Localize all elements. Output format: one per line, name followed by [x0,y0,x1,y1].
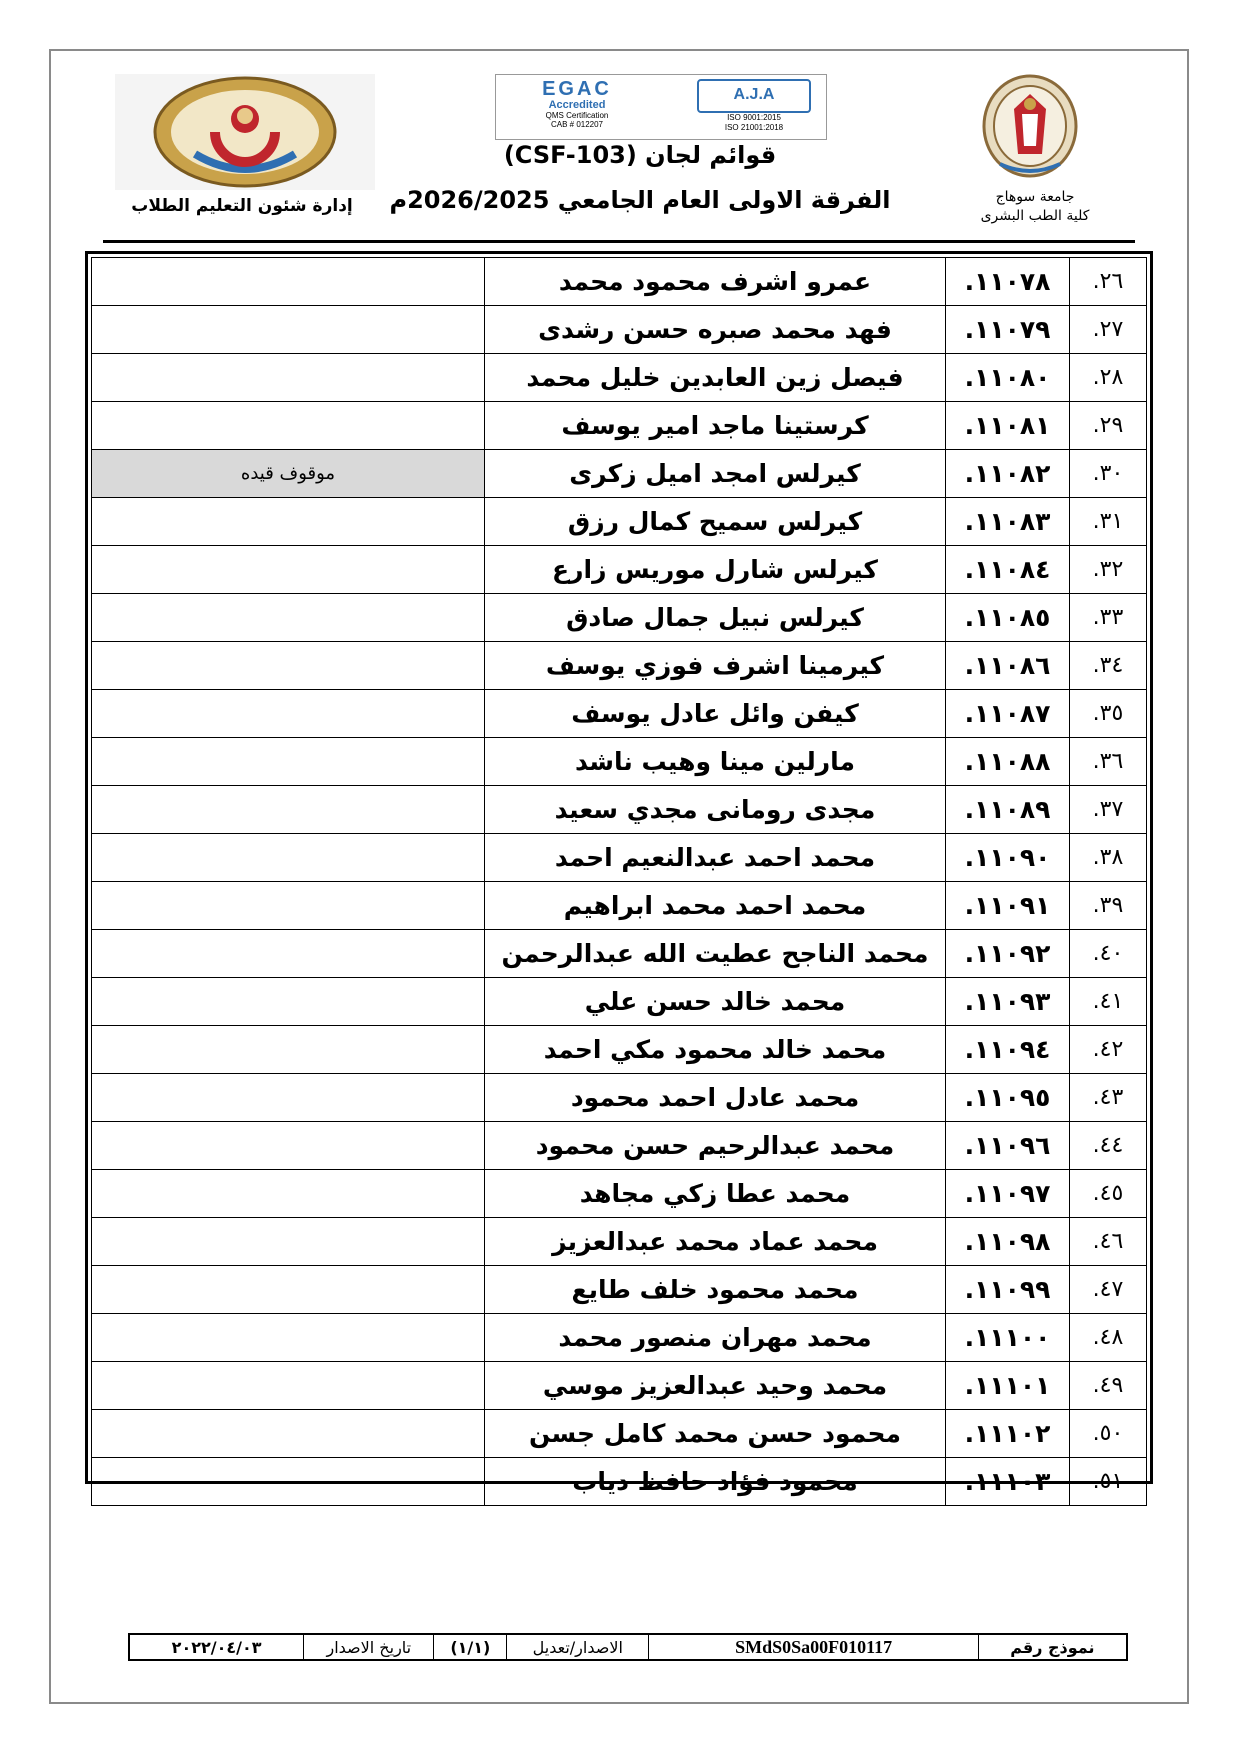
table-row [92,306,1147,354]
row-note [92,1122,485,1170]
table-row [92,1314,1147,1362]
row-index: ٥٠. [1070,1410,1147,1458]
student-name: محمد خالد حسن علي [485,978,946,1026]
student-name: محمد الناجح عطيت الله عبدالرحمن [485,930,946,978]
university-name: جامعة سوهاج [995,189,1075,205]
table-row [92,1266,1147,1314]
table-row [92,930,1147,978]
student-name: كيرلس نبيل جمال صادق [485,594,946,642]
row-note [92,786,485,834]
row-note [92,738,485,786]
student-name: كيرمينا اشرف فوزي يوسف [485,642,946,690]
row-note [92,1362,485,1410]
iso-9001: ISO 9001:2015 [727,113,781,122]
row-note [92,882,485,930]
student-name: محمد احمد محمد ابراهيم [485,882,946,930]
table-row [92,258,1147,306]
student-name: محمد احمد عبدالنعيم احمد [485,834,946,882]
student-name: محمد عادل احمد محمود [485,1074,946,1122]
row-index: ٤٢. [1070,1026,1147,1074]
student-code: ١١٠٨٣. [946,498,1070,546]
table-row [92,1410,1147,1458]
row-index: ٢٦. [1070,258,1147,306]
row-note [92,1266,485,1314]
student-code: ١١٠٨٧. [946,690,1070,738]
row-index: ٣٢. [1070,546,1147,594]
row-index: ٤٦. [1070,1218,1147,1266]
student-name: محمود فؤاد حافظ دياب [485,1458,946,1506]
student-code: ١١٠٨٩. [946,786,1070,834]
egac-cert: QMS Certification [545,111,609,120]
student-name: فهد محمد صبره حسن رشدى [485,306,946,354]
row-note [92,1218,485,1266]
version-value: (١/١) [433,1635,506,1659]
table-row [92,1026,1147,1074]
student-code: ١١٠٨٠. [946,354,1070,402]
accreditation-logos [495,74,827,140]
table-row [92,546,1147,594]
student-name: محمد مهران منصور محمد [485,1314,946,1362]
row-note [92,498,485,546]
row-index: ٤١. [1070,978,1147,1026]
student-name: فيصل زين العابدين خليل محمد [485,354,946,402]
roster-table [85,251,1153,1496]
student-code: ١١٠٩٦. [946,1122,1070,1170]
table-row [92,978,1147,1026]
student-code: ١١٠٨٨. [946,738,1070,786]
student-name: عمرو اشرف محمود محمد [485,258,946,306]
row-index: ٤٥. [1070,1170,1147,1218]
iso-21001: ISO 21001:2018 [724,123,784,132]
student-code: ١١١٠١. [946,1362,1070,1410]
student-name: محمد وحيد عبدالعزيز موسي [485,1362,946,1410]
document-subtitle: الفرقة الاولى العام الجامعي 2026/2025م [389,186,891,214]
student-name: كيفن وائل عادل يوسف [485,690,946,738]
student-code: ١١٠٩٣. [946,978,1070,1026]
row-note [92,642,485,690]
row-note [92,546,485,594]
row-note [92,1026,485,1074]
egac-accredited: Accredited [548,99,606,111]
row-index: ٣٤. [1070,642,1147,690]
row-index: ٥١. [1070,1458,1147,1506]
student-name: محمد خالد محمود مكي احمد [485,1026,946,1074]
version-label: الاصدار/تعديل [506,1635,648,1659]
row-note [92,930,485,978]
table-row [92,882,1147,930]
table-row [92,354,1147,402]
row-note [92,690,485,738]
table-row [92,450,1147,498]
aja-mark: A.J.A [697,79,811,113]
row-note [92,1074,485,1122]
table-row [92,1170,1147,1218]
row-index: ٣٠. [1070,450,1147,498]
row-index: ٤٤. [1070,1122,1147,1170]
university-caption [935,188,1135,226]
table-row [92,402,1147,450]
header-divider [103,240,1135,243]
row-index: ٣٥. [1070,690,1147,738]
table-row [92,594,1147,642]
student-name: كيرلس امجد اميل زكرى [485,450,946,498]
row-note [92,594,485,642]
student-code: ١١٠٩٥. [946,1074,1070,1122]
table-row [92,642,1147,690]
student-code: ١١٠٧٩. [946,306,1070,354]
table-row [92,498,1147,546]
student-code: ١١٠٩٤. [946,1026,1070,1074]
student-name: كيرلس سميح كمال رزق [485,498,946,546]
table-row [92,1458,1147,1506]
form-number-label: نموذج رقم [978,1635,1126,1659]
student-name: محمد عماد محمد عبدالعزيز [485,1218,946,1266]
egac-cab: CAB # 012207 [550,120,604,129]
student-code: ١١٠٧٨. [946,258,1070,306]
student-name: محمد عبدالرحيم حسن محمود [485,1122,946,1170]
table-row [92,738,1147,786]
form-footer [128,1633,1128,1661]
student-code: ١١٠٩٠. [946,834,1070,882]
row-note [92,354,485,402]
row-index: ٢٧. [1070,306,1147,354]
student-code: ١١٠٩٨. [946,1218,1070,1266]
row-index: ٣٨. [1070,834,1147,882]
university-logo [980,74,1080,184]
egac-title: EGAC [542,78,612,100]
issue-date-value: ٢٠٢٢/٠٤/٠٣ [171,1637,262,1657]
table-row [92,1362,1147,1410]
student-code: ١١١٠٣. [946,1458,1070,1506]
row-index: ٣٦. [1070,738,1147,786]
row-index: ٣٩. [1070,882,1147,930]
row-index: ٣٣. [1070,594,1147,642]
document-title: قوائم لجان (CSF-103) [503,141,777,169]
student-code: ١١٠٩١. [946,882,1070,930]
department-name: إدارة شئون التعليم الطلاب [131,196,353,216]
row-index: ٣٧. [1070,786,1147,834]
row-note [92,306,485,354]
roster-grid [91,257,1147,1506]
row-note [92,402,485,450]
student-code: ١١٠٨٥. [946,594,1070,642]
row-index: ٤٣. [1070,1074,1147,1122]
table-row [92,834,1147,882]
student-code: ١١٠٨٦. [946,642,1070,690]
row-note [92,978,485,1026]
row-note: موقوف قيده [92,450,485,498]
row-note [92,1170,485,1218]
row-note [92,1314,485,1362]
student-code: ١١٠٨١. [946,402,1070,450]
student-code: ١١١٠٢. [946,1410,1070,1458]
student-code: ١١٠٩٩. [946,1266,1070,1314]
row-note [92,1458,485,1506]
student-code: ١١٠٨٤. [946,546,1070,594]
student-code: ١١١٠٠. [946,1314,1070,1362]
table-row [92,786,1147,834]
student-name: مجدى رومانى مجدي سعيد [485,786,946,834]
row-index: ٢٩. [1070,402,1147,450]
faculty-logo [115,74,375,190]
form-number-value: SMdS0Sa00F010117 [648,1635,977,1659]
row-index: ٤٧. [1070,1266,1147,1314]
row-note [92,258,485,306]
student-code: ١١٠٩٧. [946,1170,1070,1218]
table-row [92,1218,1147,1266]
student-name: محمد عطا زكي مجاهد [485,1170,946,1218]
table-row [92,1122,1147,1170]
student-name: محمود حسن محمد كامل جسن [485,1410,946,1458]
row-note [92,834,485,882]
issue-date-label: تاريخ الاصدار [303,1635,433,1659]
table-row [92,1074,1147,1122]
table-row [92,690,1147,738]
row-index: ٤٨. [1070,1314,1147,1362]
student-name: مارلين مينا وهيب ناشد [485,738,946,786]
egac-logo [502,79,652,135]
student-name: كرستينا ماجد امير يوسف [485,402,946,450]
row-index: ٣١. [1070,498,1147,546]
student-name: محمد محمود خلف طايع [485,1266,946,1314]
student-code: ١١٠٩٢. [946,930,1070,978]
student-code: ١١٠٨٢. [946,450,1070,498]
row-note [92,1410,485,1458]
aja-logo [692,79,816,135]
row-index: ٤٩. [1070,1362,1147,1410]
row-index: ٢٨. [1070,354,1147,402]
faculty-name: كلية الطب البشرى [980,208,1090,224]
student-name: كيرلس شارل موريس زارع [485,546,946,594]
row-index: ٤٠. [1070,930,1147,978]
